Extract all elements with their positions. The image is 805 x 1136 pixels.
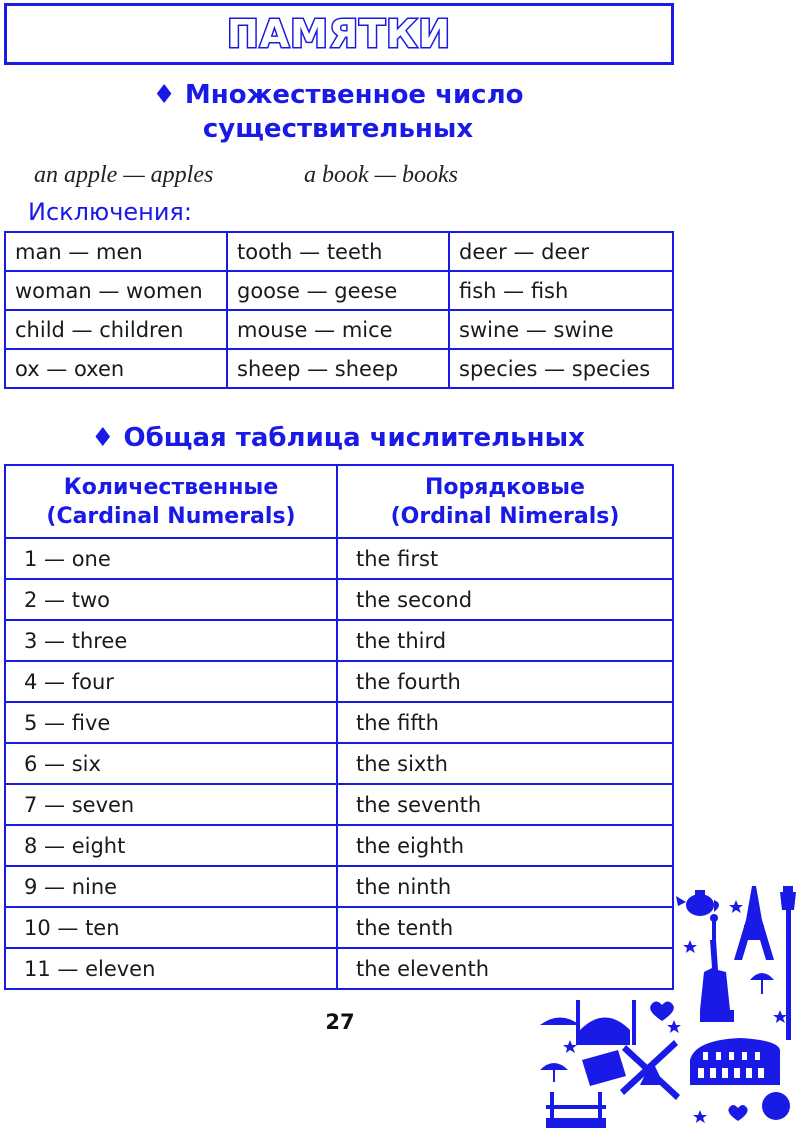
plural-heading-line1: ♦ Множественное число [152,80,524,110]
teapot-icon [676,890,719,916]
page-title-box [4,3,674,65]
numeral-row [5,743,673,784]
ordinal-header [337,465,673,538]
plural-cell: fish — fish [449,271,673,310]
example-apple: an apple — apples [34,162,214,188]
plural-cell: man — men [5,232,227,271]
ordinal-header-ru: Порядковые [425,474,585,500]
plural-cell: ox — oxen [5,349,227,388]
ordinal-cell: the eleventh [337,948,673,989]
page-title: ПАМЯТКИ [226,12,452,56]
plural-cell: child — children [5,310,227,349]
envelope-icon [582,1050,626,1086]
ordinal-cell: the first [337,538,673,579]
numeral-row [5,538,673,579]
cardinal-cell: 4 — four [5,661,337,702]
ordinal-header-en: (Ordinal Nimerals) [390,503,620,529]
ordinal-cell: the sixth [337,743,673,784]
cardinal-header-ru: Количественные [63,474,279,500]
plural-cell: species — species [449,349,673,388]
numerals-header-row [5,465,673,538]
cardinal-cell: 7 — seven [5,784,337,825]
plural-cell: tooth — teeth [227,232,449,271]
globe-icon [762,1092,790,1120]
cardinal-cell: 10 — ten [5,907,337,948]
numeral-row [5,825,673,866]
plural-row [5,349,673,388]
eiffel-tower-icon [734,886,774,960]
cardinal-cell: 2 — two [5,579,337,620]
statue-of-liberty-icon [700,914,734,1022]
plural-cell: mouse — mice [227,310,449,349]
ordinal-cell: the seventh [337,784,673,825]
plural-examples [34,162,458,189]
numeral-row [5,620,673,661]
plural-cell: goose — geese [227,271,449,310]
plural-row [5,310,673,349]
ordinal-cell: the third [337,620,673,661]
pier-icon [546,1092,606,1128]
umbrella-icon [540,1063,568,1082]
ordinal-cell: the fourth [337,661,673,702]
page-number: 27 [325,1010,355,1034]
cardinal-cell: 9 — nine [5,866,337,907]
cardinal-header-en: (Cardinal Numerals) [46,503,296,529]
umbrella-icon [750,973,774,994]
numeral-row [5,784,673,825]
plural-heading [4,78,672,146]
ordinal-cell: the eighth [337,825,673,866]
ordinal-cell: the ninth [337,866,673,907]
plural-row [5,271,673,310]
example-book: a book — books [304,162,458,188]
colosseum-icon [690,1038,780,1085]
plural-cell: swine — swine [449,310,673,349]
cardinal-cell: 11 — eleven [5,948,337,989]
numeral-row [5,579,673,620]
ordinal-cell: the second [337,579,673,620]
travel-landmarks-decoration [540,880,802,1134]
plural-exceptions-table [4,231,674,389]
ordinal-cell: the fifth [337,702,673,743]
numeral-row [5,702,673,743]
cardinal-cell: 8 — eight [5,825,337,866]
cardinal-cell: 6 — six [5,743,337,784]
cardinal-header [5,465,337,538]
plural-row [5,232,673,271]
exceptions-label: Исключения: [28,198,192,226]
plural-heading-line2: существительных [202,114,474,144]
cardinal-cell: 5 — five [5,702,337,743]
plural-cell: deer — deer [449,232,673,271]
windmill-icon [620,1040,680,1100]
numeral-row [5,661,673,702]
numerals-heading: ♦ Общая таблица числительных [91,423,585,453]
mosque-icon [540,1000,636,1045]
cardinal-cell: 3 — three [5,620,337,661]
plural-cell: woman — women [5,271,227,310]
ordinal-cell: the tenth [337,907,673,948]
cardinal-cell: 1 — one [5,538,337,579]
plural-cell: sheep — sheep [227,349,449,388]
